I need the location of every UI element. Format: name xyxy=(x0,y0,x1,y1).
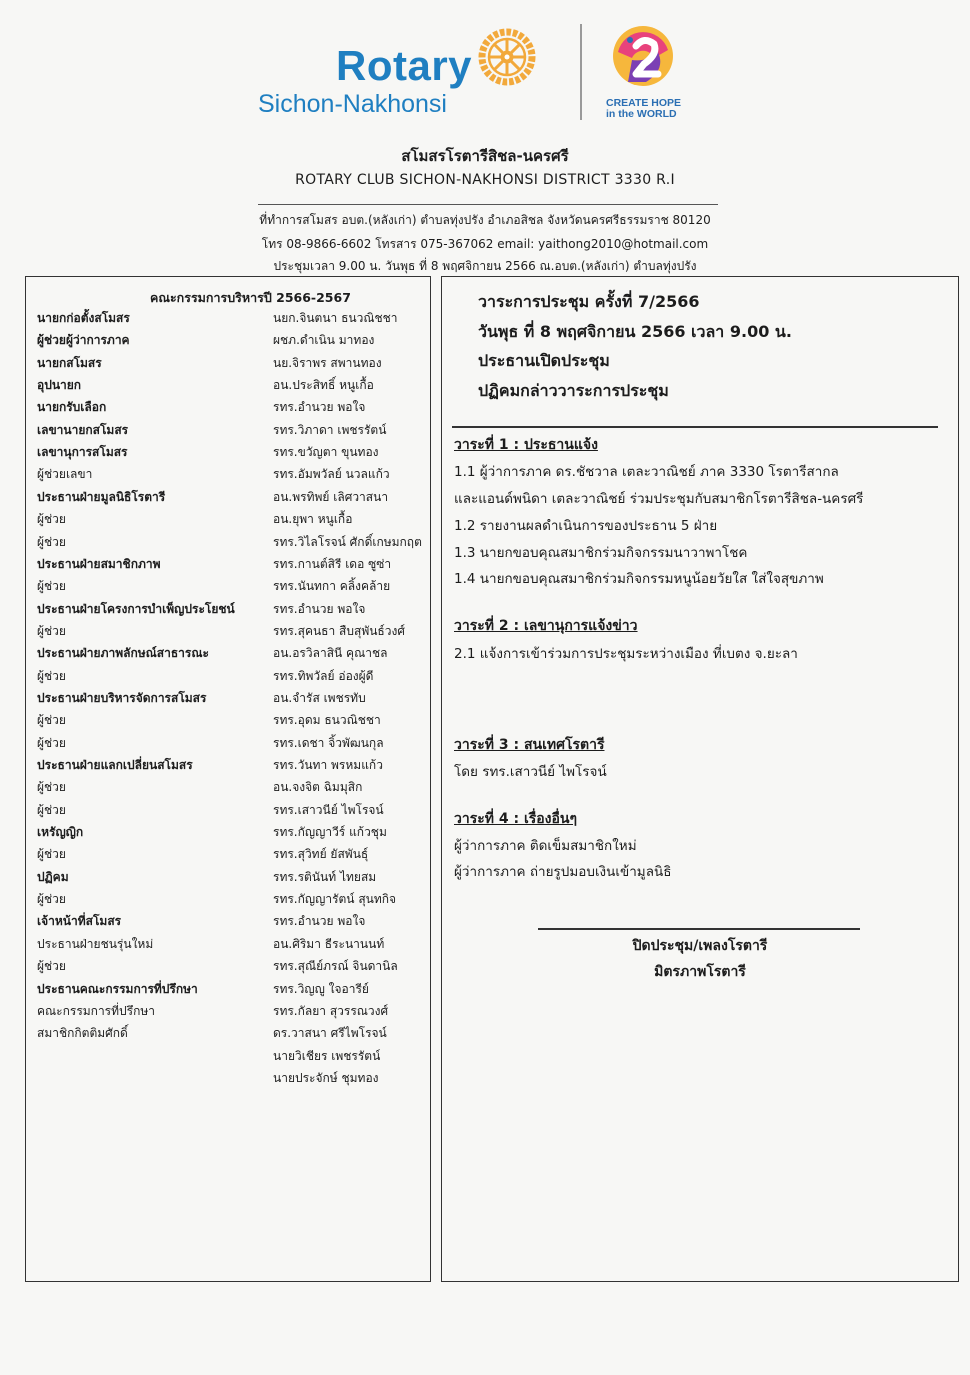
committee-position: ผู้ช่วย xyxy=(37,668,66,683)
agenda-item: โดย รทร.เสาวนีย์ ไพโรจน์ xyxy=(454,764,607,780)
committee-position: ผู้ช่วย xyxy=(37,802,66,817)
theme-slogan xyxy=(606,98,696,120)
committee-member-name: นายประจักษ์ ชุมทอง xyxy=(273,1070,379,1085)
committee-position: คณะกรรมการที่ปรึกษา xyxy=(37,1003,156,1018)
committee-row xyxy=(37,711,427,731)
committee-member-name: รทร.กัญญาวีร์ แก้วชุม xyxy=(273,825,387,840)
committee-row xyxy=(37,868,427,888)
agenda-item: 1.2 รายงานผลดำเนินการของประธาน 5 ฝ่าย xyxy=(454,518,718,534)
committee-row xyxy=(37,1069,427,1089)
committee-member-name: อน.ศิริมา ธีระนานนท์ xyxy=(273,936,385,951)
committee-position: ผู้ช่วย xyxy=(37,959,66,974)
committee-row xyxy=(37,935,427,955)
committee-position: ประธานคณะกรรมการที่ปรึกษา xyxy=(37,981,198,996)
committee-row xyxy=(37,376,427,396)
club-contact: โทร 08-9866-6602 โทรสาร 075-367062 email: yaithong2010@hotmail.com xyxy=(261,237,709,251)
committee-member-name: รทร.สุวิทย์ ยัสพันธุ์ xyxy=(273,847,369,862)
committee-row xyxy=(37,778,427,798)
committee-row xyxy=(37,1002,427,1022)
committee-member-name: นยก.จินตนา ธนวณิชชา xyxy=(273,311,398,325)
rotary-wordmark: Rotary xyxy=(336,42,473,89)
committee-position: ประธานฝ่ายสมาชิกภาพ xyxy=(37,556,161,571)
committee-member-name: รทร.อุดม ธนวณิชชา xyxy=(273,713,381,728)
committee-row xyxy=(37,600,427,620)
committee-row xyxy=(37,533,427,553)
agenda-item: และแอนด์พนิดา เตละวาณิชย์ ร่วมประชุมกับสมาชิกโรตารีสิชล-นครศรี xyxy=(454,491,864,507)
committee-position: อุปนายก xyxy=(37,378,82,393)
committee-member-name: อน.อรวิลาสินี คุณาชล xyxy=(273,646,388,661)
rotary-wheel-icon xyxy=(476,26,538,88)
committee-row xyxy=(37,667,427,687)
committee-row xyxy=(37,912,427,932)
agenda-item: 1.3 นายกขอบคุณสมาชิกร่วมกิจกรรมนาวาพาโชค xyxy=(454,545,748,561)
committee-row xyxy=(37,488,427,508)
committee-position: ประธานฝ่ายภาพลักษณ์สาธารณะ xyxy=(37,646,209,661)
agenda-date: วันพุธ ที่ 8 พฤศจิกายน 2566 เวลา 9.00 น. xyxy=(478,322,792,341)
agenda-section-4-title: วาระที่ 4 : เรื่องอื่นๆ xyxy=(454,811,577,827)
committee-row xyxy=(37,644,427,664)
committee-row xyxy=(37,756,427,776)
committee-member-name: รทร.สุณีย์ภรณ์ จินดานิล xyxy=(273,959,398,974)
agenda-section-1-title: วาระที่ 1 : ประธานแจ้ง xyxy=(454,437,598,453)
committee-row xyxy=(37,1047,427,1067)
committee-member-name: รทร.เดชา จิ้วพัฒนกุล xyxy=(273,735,384,750)
committee-position: ผู้ช่วยผู้ว่าการภาค xyxy=(37,333,130,348)
committee-row xyxy=(37,555,427,575)
committee-position: นายกสโมสร xyxy=(37,355,102,370)
committee-position: ประธานฝ่ายโครงการบำเพ็ญประโยชน์ xyxy=(37,601,235,616)
committee-member-name: รทร.อัมพวัลย์ นวลแก้ว xyxy=(273,467,390,482)
committee-position: ผู้ช่วย xyxy=(37,847,66,862)
theme-line-1: CREATE HOPE xyxy=(606,97,682,109)
agenda-item: 1.4 นายกขอบคุณสมาชิกร่วมกิจกรรมหนูน้อยวัยใส ใส่ใจสุขภาพ xyxy=(454,571,824,587)
committee-row xyxy=(37,890,427,910)
committee-member-name: รทร.อำนวย พอใจ xyxy=(273,601,366,616)
committee-row xyxy=(37,689,427,709)
committee-member-name: รทร.อำนวย พอใจ xyxy=(273,400,366,415)
club-title-english: ROTARY CLUB SICHON-NAKHONSI DISTRICT 3330 R.I xyxy=(295,172,675,188)
logo-divider xyxy=(580,24,582,120)
committee-member-name: อน.พรทิพย์ เลิศวาสนา xyxy=(273,489,389,504)
committee-position: ประธานฝ่ายบริหารจัดการสโมสร xyxy=(37,690,207,705)
committee-member-name: อน.ประสิทธิ์ หนูเกื้อ xyxy=(273,378,374,393)
committee-row xyxy=(37,398,427,418)
agenda-item: 2.1 แจ้งการเข้าร่วมการประชุมระหว่างเมือง ที่เบตง จ.ยะลา xyxy=(454,646,798,662)
committee-title: คณะกรรมการบริหารปี 2566-2567 xyxy=(150,290,351,305)
agenda-host-speech: ปฏิคมกล่าววาระการประชุม xyxy=(478,381,669,400)
committee-position: ผู้ช่วย xyxy=(37,623,66,638)
header-divider xyxy=(258,204,718,205)
committee-position: เจ้าหน้าที่สโมสร xyxy=(37,914,122,929)
closing-line-2: มิตรภาพโรตารี xyxy=(654,964,746,980)
committee-member-name: รทร.วันทา พรหมแก้ว xyxy=(273,758,383,772)
committee-row xyxy=(37,823,427,843)
committee-position: ผู้ช่วย xyxy=(37,735,66,750)
closing-line-1: ปิดประชุม/เพลงโรตารี xyxy=(632,938,768,954)
committee-position: นายกรับเลือก xyxy=(37,400,107,415)
committee-member-name: รทร.วิไลโรจน์ ศักดิ์เกษมกฤต xyxy=(273,534,422,549)
committee-member-name: รทร.กานต์สิรี เดอ ซูซ่า xyxy=(273,556,392,571)
committee-row xyxy=(37,421,427,441)
club-title-thai: สโมสรโรตารีสิชล-นครศรี xyxy=(401,147,569,165)
committee-member-name: รทร.อำนวย พอใจ xyxy=(273,914,366,929)
committee-position: ผู้ช่วย xyxy=(37,892,66,907)
committee-row xyxy=(37,354,427,374)
theme-line-2: in the WORLD xyxy=(606,108,677,120)
closing-divider xyxy=(538,928,860,930)
agenda-section-3-title: วาระที่ 3 : สนเทศโรตารี xyxy=(454,737,605,753)
committee-position: ผู้ช่วย xyxy=(37,713,66,728)
committee-member-name: รทร.นันทกา คลิ้งคล้าย xyxy=(273,579,391,594)
committee-position: ผู้ช่วย xyxy=(37,512,66,527)
committee-position: ประธานฝ่ายชนรุ่นใหม่ xyxy=(37,936,154,951)
committee-position: เลขานุการสโมสร xyxy=(37,445,128,460)
committee-row xyxy=(37,309,427,329)
committee-member-name: อน.จงจิต ฉิมมุสิก xyxy=(273,780,363,795)
agenda-item: ผู้ว่าการภาค ติดเข็มสมาชิกใหม่ xyxy=(454,838,637,854)
committee-position: สมาชิกกิตติมศักดิ์ xyxy=(37,1026,128,1041)
agenda-divider xyxy=(452,426,938,428)
committee-member-name: รทร.กัญญารัตน์ สุนทกิจ xyxy=(273,892,397,907)
committee-member-name: รทร.เสาวนีย์ ไพโรจน์ xyxy=(273,802,384,817)
committee-member-name: ผชภ.ดำเนิน มาทอง xyxy=(273,333,375,348)
committee-position: ปฏิคม xyxy=(37,869,69,884)
club-name-logo: Sichon-Nakhonsi xyxy=(258,90,447,118)
committee-member-name: อน.ยุพา หนูเกื้อ xyxy=(273,512,353,527)
committee-member-name: รทร.กัลยา สุวรรณวงศ์ xyxy=(273,1003,389,1018)
committee-position: ผู้ช่วย xyxy=(37,579,66,594)
agenda-opening: ประธานเปิดประชุม xyxy=(478,351,610,370)
committee-member-name: รทร.ทิพวัลย์ อ่องผู้ดี xyxy=(273,668,374,683)
committee-row xyxy=(37,331,427,351)
committee-member-name: รทร.วิภาดา เพชรรัตน์ xyxy=(273,422,387,437)
committee-position: นายกก่อตั้งสโมสร xyxy=(37,311,130,325)
committee-row xyxy=(37,801,427,821)
committee-row xyxy=(37,980,427,1000)
club-address: ที่ทำการสโมสร อบต.(หลังเก่า) ตำบลทุ่งปรัง อำเภอสิชล จังหวัดนครศรีธรรมราช 80120 xyxy=(259,213,711,227)
committee-member-name: อน.จำรัส เพชรทับ xyxy=(273,690,366,705)
committee-row xyxy=(37,465,427,485)
meeting-info: ประชุมเวลา 9.00 น. วันพุธ ที่ 8 พฤศจิกายน 2566 ณ.อบต.(หลังเก่า) ตำบลทุ่งปรัง xyxy=(273,259,697,273)
committee-row xyxy=(37,957,427,977)
committee-row xyxy=(37,734,427,754)
committee-member-name: รทร.รตินันท์ ไทยสม xyxy=(273,869,377,884)
agenda-item: 1.1 ผู้ว่าการภาค ดร.ชัชวาล เตละวาณิชย์ ภาค 3330 โรตารีสากล xyxy=(454,464,839,480)
committee-row xyxy=(37,1024,427,1044)
committee-member-name: รทร.ขวัญตา ขุนทอง xyxy=(273,445,379,460)
agenda-section-2-title: วาระที่ 2 : เลขานุการแจ้งข่าว xyxy=(454,618,638,634)
committee-member-name: นายวิเชียร เพชรรัตน์ xyxy=(273,1048,381,1063)
committee-row xyxy=(37,577,427,597)
committee-row xyxy=(37,443,427,463)
committee-member-name: รทร.วิญญู ใจอารีย์ xyxy=(273,981,369,996)
theme-logo-icon xyxy=(608,22,678,92)
committee-member-name: ดร.วาสนา ศรีไพโรจน์ xyxy=(273,1026,387,1041)
agenda-item: ผู้ว่าการภาค ถ่ายรูปมอบเงินเข้ามูลนิธิ xyxy=(454,864,672,880)
committee-position: ประธานฝ่ายมูลนิธิโรตารี xyxy=(37,489,166,504)
committee-member-name: รทร.สุคนธา สืบสุพันธ์วงศ์ xyxy=(273,623,405,638)
committee-position: ผู้ช่วยเลขา xyxy=(37,467,93,482)
committee-position: เลขานายกสโมสร xyxy=(37,422,129,437)
committee-row xyxy=(37,510,427,530)
committee-member-name: นย.จิราพร สพานทอง xyxy=(273,355,382,370)
committee-position: เหรัญญิก xyxy=(37,825,84,840)
committee-row xyxy=(37,845,427,865)
committee-position: ผู้ช่วย xyxy=(37,780,66,795)
committee-position: ผู้ช่วย xyxy=(37,534,66,549)
header-logo xyxy=(258,20,698,130)
committee-row xyxy=(37,622,427,642)
agenda-heading: วาระการประชุม ครั้งที่ 7/2566 xyxy=(478,292,700,311)
committee-position: ประธานฝ่ายแลกเปลี่ยนสโมสร xyxy=(37,758,193,772)
